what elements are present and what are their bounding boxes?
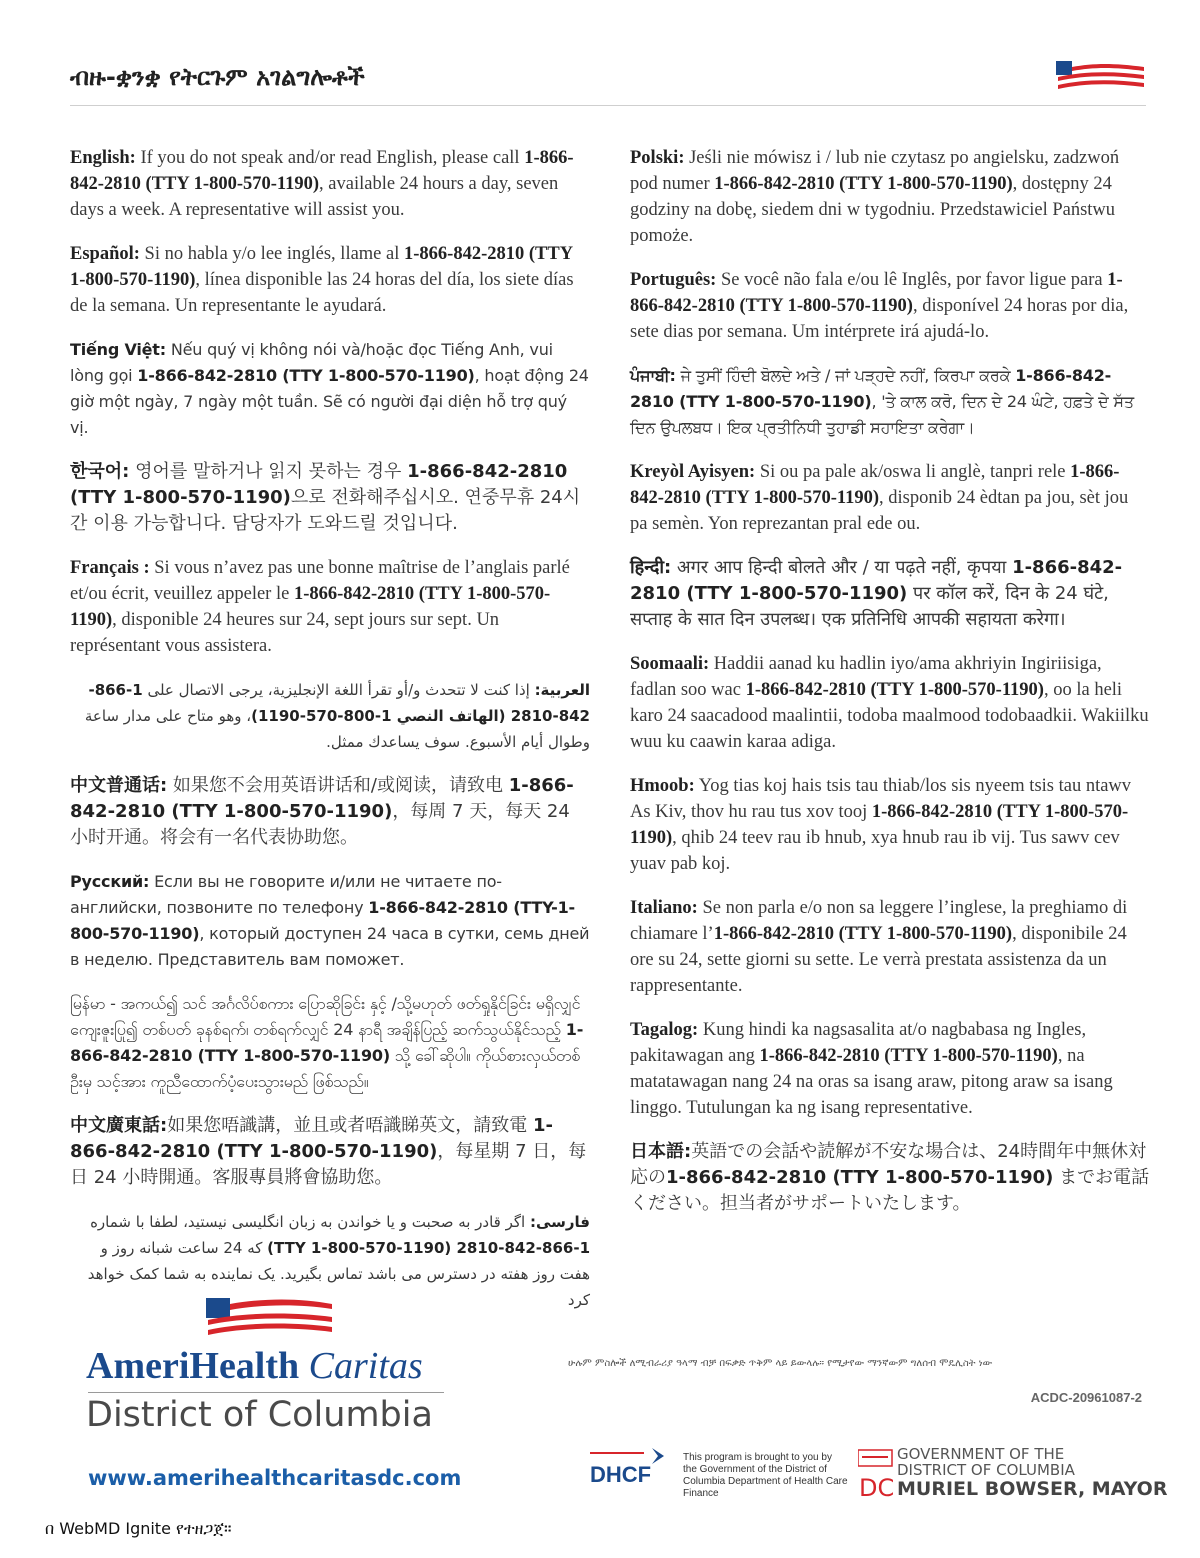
language-text: , disponible 24 heures sur 24, sept jours sur sept. Un représentant vous assistera. [70,610,500,656]
language-block-vietnamese [70,337,590,441]
language-text: If you do not speak and/or read English, please call [135,148,525,168]
language-text: अगर आप हिन्दी बोलते और / या पढ़ते नहीं, कृपया [671,557,1013,578]
language-text: ，每周 7 天，每天 24 小时开通。将会有一名代表协助您。 [70,801,570,848]
phone-number[interactable]: 1-866-842-2810 (TTY 1-800-570-1190) [713,924,1013,944]
phone-number[interactable]: 1-866-842-2810 (TTY 1-800-570-1190) [70,1115,553,1162]
language-label: Français : [70,558,150,578]
language-text: Si no habla y/o lee inglés, llame al [139,244,404,264]
language-label: Hmoob: [630,776,695,796]
logo-flag-icon [204,1296,334,1340]
footer-credit: በ WebMD Ignite የተዘጋጀ። [45,1519,232,1538]
language-label: العربية: [534,681,590,699]
language-text: 如果您唔識講，並且或者唔識睇英文，請致電 [167,1115,533,1136]
image-disclaimer: ሁሉም ምስሎች ለሚብራሪያ ዓላማ ብቻ በፍቃድ ጥቅም ላይ ይውላሉ። የሚታየው ማንኛውም ግለሰብ ሞዴሊስት ነው [568,1358,993,1369]
language-label: 中文普通话: [70,775,168,796]
phone-number[interactable]: 1-866-842-2810 (TTY 1-800-570-1190) [630,802,1129,848]
language-text: Если вы не говорите и/или не читаете по-английски, позвоните по телефону [70,872,502,917]
language-block-italian [630,895,1150,999]
phone-number[interactable]: 1-866-842-2810 (TTY 1-800-570-1190) [666,1167,1054,1188]
language-block-korean [70,459,590,537]
phone-number[interactable]: 1-866-842-2810 (TTY 1-800-570-1190) [745,680,1044,700]
language-block-tagalog [630,1017,1150,1121]
amerihealth-logo [86,1296,466,1435]
language-label: Português: [630,270,717,290]
language-label: Русский: [70,872,150,891]
language-block-hmong [630,773,1150,877]
language-text: , oo la heli karo 24 saacadood maalintii, todoba maalmood todobaadkii. Wakiilku wuu ku caawin karaa adiga. [630,680,1149,752]
gov-line-1: GOVERNMENT OF THE [897,1445,1065,1463]
phone-number[interactable]: 1-866-842-2810 (TTY-1-800-570-1190) [70,898,575,943]
language-text: पर कॉल करें, दिन के 24 घंटे, सप्ताह के सात दिन उपलब्ध। एक प्रतिनिधि आपकी सहायता करेगा। [630,583,1109,630]
left-column [70,145,590,1331]
language-block-english [70,145,590,223]
language-block-japanese [630,1139,1150,1217]
language-block-spanish [70,241,590,319]
phone-number[interactable]: 1-866-842-2810 (TTY 1-800-570-1190) [630,366,1112,411]
flag-icon [1054,59,1146,95]
language-label: 中文廣東話: [70,1115,168,1136]
language-label: Tagalog: [630,1020,699,1040]
phone-number[interactable]: 1-866-842-2810 (TTY 1-800-570-1190) [70,775,574,822]
page-title: ብዙ-ቋንቋ የትርጉም አገልግሎቶች [70,63,365,91]
language-text: Nếu quý vị không nói và/hoặc đọc Tiếng Anh, vui lòng gọi [70,340,553,385]
document-code: ACDC-20961087-2 [1030,1390,1142,1405]
logo-brand [86,1344,466,1388]
language-text: ਜੇ ਤੁਸੀਂ ਹਿੰਦੀ ਬੋਲਦੇ ਅਤੇ / ਜਾਂ ਪੜ੍ਹਦੇ ਨਹੀਂ, ਕਿਰਪਾ ਕਰਕੇ [675,366,1016,385]
gov-line-2: DISTRICT OF COLUMBIA [897,1461,1075,1479]
dc-government-logo-icon [858,1448,894,1500]
language-text: 영어를 말하거나 읽지 못하는 경우 [129,461,408,482]
language-label: Polski: [630,148,685,168]
language-text: までお電話ください。担当者がサポートいたします。 [630,1167,1150,1214]
language-label: ਪੰਜਾਬੀ: [630,366,676,385]
language-text: Se você não fala e/ou lê Inglês, por favor ligue para [716,270,1108,290]
language-text: 으로 전화해주십시오. 연중무휴 24시간 이용 가능합니다. 담당자가 도와드릴 것입니다. [70,487,581,534]
language-text: , 'ਤੇ ਕਾਲ ਕਰੋ, ਦਿਨ ਦੇ 24 ਘੰਟੇ, ਹਫ਼ਤੇ ਦੇ ਸੱਤ ਦਿਨ ਉਪਲਬਧ। ਇਕ ਪ੍ਰਤੀਨਿਧੀ ਤੁਹਾਡੀ ਸਹਾਇਤਾ ਕਰੇਗਾ। [630,392,1134,437]
language-text: ، وهو متاح على مدار ساعة وطوال أيام الأسبوع. سوف يساعدك ممثل. [84,707,590,751]
language-text: إذا كنت لا تتحدث و/أو تقرأ اللغة الإنجليزية، يرجى الاتصال على [142,681,535,699]
language-label: 日本語: [630,1141,692,1162]
language-label: 한국어: [70,461,130,482]
language-block-mandarin [70,773,590,851]
language-label: English: [70,148,136,168]
dc-government-label [897,1446,1167,1500]
language-block-hindi [630,555,1150,633]
language-text: که 24 ساعت شبانه روز و هفت روز هفته در دسترس می باشد تماس بگیرید. یک نماینده به شما کمک خواهد کرد [87,1239,590,1309]
language-block-burmese [70,991,590,1095]
language-text: , disponibile 24 ore su 24, sette giorni su sette. Le verrà prestata assistenza da un rappresentante. [630,924,1127,996]
language-text: Si ou pa pale ak/oswa li anglè, tanpri rele [755,462,1071,482]
language-text: اگر قادر به صحبت و یا خواندن به زبان انگلیسی نیستید، لطفا با شماره [90,1213,530,1231]
language-text: , который доступен 24 часа в сутки, семь дней в неделю. Представитель вам поможет. [70,924,590,969]
page-header [70,55,1146,106]
language-block-haitian-creole [630,459,1150,537]
language-label: हिन्दी: [630,557,672,578]
website-link[interactable]: www.amerihealthcaritasdc.com [88,1466,462,1490]
language-label: فارسی: [529,1213,590,1231]
phone-number[interactable]: 1-866-842-2810 (الهاتف النصي 1-800-570-1190) [88,681,590,725]
language-text: Jeśli nie mówisz i / lub nie czytasz po angielsku, zadzwoń pod numer [630,148,1120,194]
phone-number[interactable]: 1-866-842-2810 (TTY 1-800-570-1190) [137,366,475,385]
language-text: , hoạt động 24 giờ một ngày, 7 ngày một tuần. Sẽ có người đại diện hỗ trợ quý vị. [70,366,589,437]
language-text: , dostępny 24 godziny na dobę, siedem dni w tygodniu. Przedstawiciel Państwu pomoże. [630,174,1116,246]
language-text: Si vous n’avez pas une bonne maîtrise de l’anglais parlé et/ou écrit, veuillez appeler le [70,558,570,604]
logo-subtitle: District of Columbia [86,1395,433,1435]
phone-number[interactable]: 1-866-842-2810 (TTY 1-800-570-1190) [630,557,1123,604]
dhcf-label: DHCF [590,1462,652,1487]
language-text: မြန်မာ - အကယ်၍ သင် အင်္ဂလိပ်စကား ပြောဆိုခြင်း နှင့် /သို့မဟုတ် ဖတ်ရှုနိုင်ခြင်း မရှိလျှင် ကျေးဇူးပြု၍ တစ်ပတ် ခုနစ်ရက်၊ တစ်ရက်လျှင် 24 နာရီ အချိန်ပြည့် ဆက်သွယ်နိုင်သည့် [70,994,581,1039]
language-block-french [70,555,590,659]
phone-number[interactable]: 1-866-842-2810 (TTY 1-800-570-1190) [70,1020,584,1065]
language-block-somali [630,651,1150,755]
phone-number[interactable]: 1-866-842-2810 (TTY 1-800-570-1190) [630,270,1123,316]
language-block-cantonese [70,1113,590,1191]
language-block-portuguese [630,267,1150,345]
language-block-polish [630,145,1150,249]
language-block-russian [70,869,590,973]
phone-number[interactable]: 1-866-842-2810 (TTY 1-800-570-1190) [70,148,574,194]
gov-mayor: MURIEL BOWSER, MAYOR [897,1478,1168,1500]
dhcf-logo [590,1448,680,1500]
language-text: 英語での会話や読解が不安な場合は、24時間年中無休対応の [630,1141,1147,1188]
language-text: 如果您不会用英语讲话和/或阅读，请致电 [167,775,509,796]
language-block-arabic [70,677,590,755]
language-text: , disponib 24 èdtan pa jou, sèt jou pa semèn. Yon reprezantan pral ede ou. [630,488,1129,534]
language-label: Tiếng Việt: [70,340,166,359]
language-text: , qhib 24 teev rau ib hnub, xya hnub rau ib vij. Tus sawv cev yuav pab koj. [630,828,1120,874]
phone-number[interactable]: 1-866-842-2810 (TTY 1-800-570-1190) [630,462,1120,508]
right-column [630,145,1150,1235]
language-label: Español: [70,244,140,264]
language-text: , disponível 24 horas por dia, sete dias por semana. Um intérprete irá ajudá-lo. [630,296,1129,342]
language-text: Se non parla e/o non sa leggere l’inglese, la preghiamo di chiamare l’ [630,898,1128,944]
language-label: Kreyòl Ayisyen: [630,462,756,482]
logo-brand-caritas: Caritas [308,1345,423,1387]
phone-number[interactable]: 1-866-842-2810 (TTY 1-800-570-1190) [714,174,1013,194]
phone-number[interactable]: 1-866-842-2810 (TTY 1-800-570-1190) [70,461,568,508]
language-text: ，每星期 7 日，每日 24 小時開通。客服專員將會協助您。 [70,1141,587,1188]
language-text: Haddii aanad ku hadlin iyo/ama akhriyin Ingiriisiga, fadlan soo wac [630,654,1102,700]
language-text: , na matatawagan nang 24 na oras sa isang araw, pitong araw sa isang linggo. Tutulungan ka ng isang representative. [630,1046,1113,1118]
logo-brand-name: AmeriHealth [86,1345,300,1387]
language-text: Kung hindi ka nagsasalita at/o nagbabasa ng Ingles, pakitawagan ang [630,1020,1087,1066]
phone-number[interactable]: 1-866-842-2810 (TTY 1-800-570-1190) [267,1239,590,1257]
language-text: Yog tias koj hais tsis tau thiab/los sis nyeem tsis tau ntawv As Kiv, thov hu rau tus xov tooj [630,776,1132,822]
phone-number[interactable]: 1-866-842-2810 (TTY 1-800-570-1190) [70,244,573,290]
svg-text:DC: DC [859,1474,894,1500]
language-block-punjabi [630,363,1150,441]
language-text: သို့ ခေါ်ဆိုပါ။ ကိုယ်စားလှယ်တစ်ဦးမှ သင့်အား ကူညီထောက်ပံ့ပေးသွားမည် ဖြစ်သည်။ [70,1046,581,1091]
phone-number[interactable]: 1-866-842-2810 (TTY 1-800-570-1190) [759,1046,1058,1066]
language-label: Soomaali: [630,654,710,674]
logo-divider [88,1392,444,1393]
phone-number[interactable]: 1-866-842-2810 (TTY 1-800-570-1190) [70,584,551,630]
language-text: , línea disponible las 24 horas del día, los siete días de la semana. Un representante le ayudará. [70,270,574,316]
program-statement: This program is brought to you by the Government of the District of Columbia Department of Health Care Finance [683,1452,848,1499]
language-label: Italiano: [630,898,698,918]
language-text: , available 24 hours a day, seven days a week. A representative will assist you. [70,174,559,220]
